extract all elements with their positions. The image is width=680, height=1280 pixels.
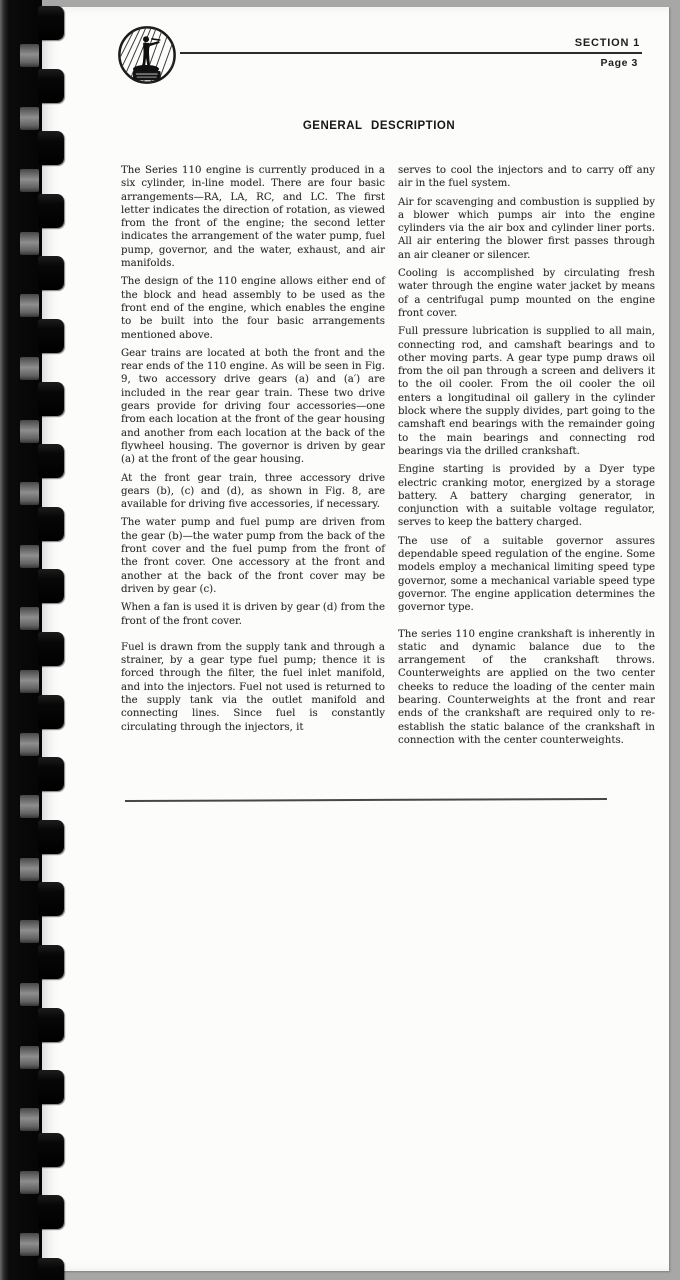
paragraph: Air for scavenging and combustion is supplied by a blower which pumps air into the engine cylinders via the air box and cylinder liner ports. All air entering the blower first passes through an air cleaner or silencer. <box>398 196 655 261</box>
binding-highlight <box>20 1108 39 1131</box>
paragraph: Fuel is drawn from the supply tank and through a strainer, by a gear type fuel pump; thence it is forced through the filter, the fuel inlet manifold, and into the injectors. Fuel not used is returned to the supply tank via the outlet manifold and connecting lines. Since fuel is constantly circulating through the injectors, it <box>121 641 385 733</box>
manufacturer-emblem-logo <box>116 24 178 86</box>
binding-highlight <box>20 1046 39 1069</box>
binding-tooth <box>38 632 64 666</box>
binding-tooth <box>38 194 64 228</box>
paragraph: At the front gear train, three accessory drive gears (b), (c) and (d), as shown in Fig. 8, are available for driving five accessories, if necessary. <box>121 472 385 511</box>
binding-tooth <box>38 6 64 40</box>
binding-highlight <box>20 670 39 693</box>
comb-binding <box>0 0 66 1280</box>
binding-tooth <box>38 1070 64 1104</box>
section-label: SECTION 1 <box>574 37 640 49</box>
binding-tooth <box>38 69 64 103</box>
paragraph: Full pressure lubrication is supplied to all main, connecting rod, and camshaft bearings and to other moving parts. A gear type pump draws oil from the oil pan through a screen and delivers it to the oil cooler. From the oil cooler the oil enters a longitudinal oil gallery in the cylinder block where the supply divides, part going to the camshaft end bearings with the remainder going to the main bearings and connecting rod bearings via the drilled crankshaft. <box>398 326 655 457</box>
binding-tooth <box>38 444 64 478</box>
text-column-left <box>121 164 385 739</box>
paragraph: When a fan is used it is driven by gear (d) from the front of the front cover. <box>121 602 385 627</box>
binding-highlight <box>20 1171 39 1194</box>
manual-page <box>36 7 669 1271</box>
paragraph: The water pump and fuel pump are driven from the gear (b)—the water pump from the back of the front cover and the fuel pump from the front of the front cover. One accessory at the front and another at the back of the front cover may be driven by gear (c). <box>121 517 385 595</box>
bottom-rule <box>125 798 607 802</box>
binding-highlight <box>20 169 39 192</box>
binding-highlight <box>20 920 39 943</box>
binding-tooth <box>38 569 64 603</box>
binding-tooth <box>38 382 64 416</box>
paragraph: The design of the 110 engine allows either end of the block and head assembly to be used as the front end of the engine, which enables the engine to be built into the four basic arrangements mentioned above. <box>121 276 385 341</box>
binding-tooth <box>38 131 64 165</box>
paragraph: serves to cool the injectors and to carry off any air in the fuel system. <box>398 165 655 190</box>
binding-highlight <box>20 482 39 505</box>
binding-highlight <box>20 733 39 756</box>
header-rule <box>180 52 642 54</box>
binding-highlight <box>20 545 39 568</box>
paragraph: Gear trains are located at both the front and the rear ends of the 110 engine. As will be seen in Fig. 9, two accessory drive gears (a) and (a′) are included in the rear gear train. These two drive gears provide for driving four accessories—one from each location at the front of the gear housing and another from each location at the back of the flywheel housing. The governor is driven by gear (a) at the front of the gear housing. <box>121 347 385 466</box>
binding-tooth <box>38 1008 64 1042</box>
binding-tooth <box>38 695 64 729</box>
binding-highlight <box>20 607 39 630</box>
binding-tooth <box>38 945 64 979</box>
binding-highlight <box>20 232 39 255</box>
paragraph: The Series 110 engine is currently produced in a six cylinder, in-line model. There are four basic arrangements—RA, LA, RC, and LC. The first letter indicates the direction of rotation, as viewed from the front of the engine; the second letter indicates the arrangement of the water pump, fuel pump, governor, and the water, exhaust, and air manifolds. <box>121 165 385 270</box>
binding-tooth <box>38 882 64 916</box>
page-number-label: Page 3 <box>600 57 638 69</box>
paragraph: Cooling is accomplished by circulating fresh water through the engine water jacket by means of a centrifugal pump mounted on the engine front cover. <box>398 268 655 319</box>
binding-highlight <box>20 858 39 881</box>
page-title: GENERAL DESCRIPTION <box>302 120 456 132</box>
binding-tooth <box>38 507 64 541</box>
emblem-banner <box>133 71 161 80</box>
binding-highlight <box>20 420 39 443</box>
text-column-right <box>398 164 655 752</box>
binding-tooth <box>38 820 64 854</box>
binding-highlight <box>20 107 39 130</box>
binding-tooth <box>38 1258 64 1280</box>
binding-highlight <box>20 795 39 818</box>
binding-highlight <box>20 357 39 380</box>
binding-tooth <box>38 1133 64 1167</box>
binding-highlight <box>20 294 39 317</box>
paragraph: Engine starting is provided by a Dyer type electric cranking motor, energized by a storage battery. A battery charging generator, in conjunction with a suitable voltage regulator, serves to keep the battery charged. <box>398 464 655 529</box>
binding-tooth <box>38 256 64 290</box>
binding-tooth <box>38 319 64 353</box>
binding-highlight <box>20 44 39 67</box>
binding-tooth <box>38 1195 64 1229</box>
binding-highlight <box>20 1233 39 1256</box>
binding-tooth <box>38 757 64 791</box>
paragraph: The series 110 engine crankshaft is inherently in static and dynamic balance due to the arrangement of the crankshaft throws. Counterweights are applied on the two center cheeks to reduce the loading of the center main bearing. Counterweights at the front and rear ends of the crankshaft are required only to re-establish the static balance of the crankshaft in connection with the center counterweights. <box>398 628 655 746</box>
binding-highlight <box>20 983 39 1006</box>
paragraph: The use of a suitable governor assures dependable speed regulation of the engine. Some models employ a mechanical limiting speed type governor, some a mechanical variable speed type governor. The engine application determines the governor type. <box>398 535 655 614</box>
